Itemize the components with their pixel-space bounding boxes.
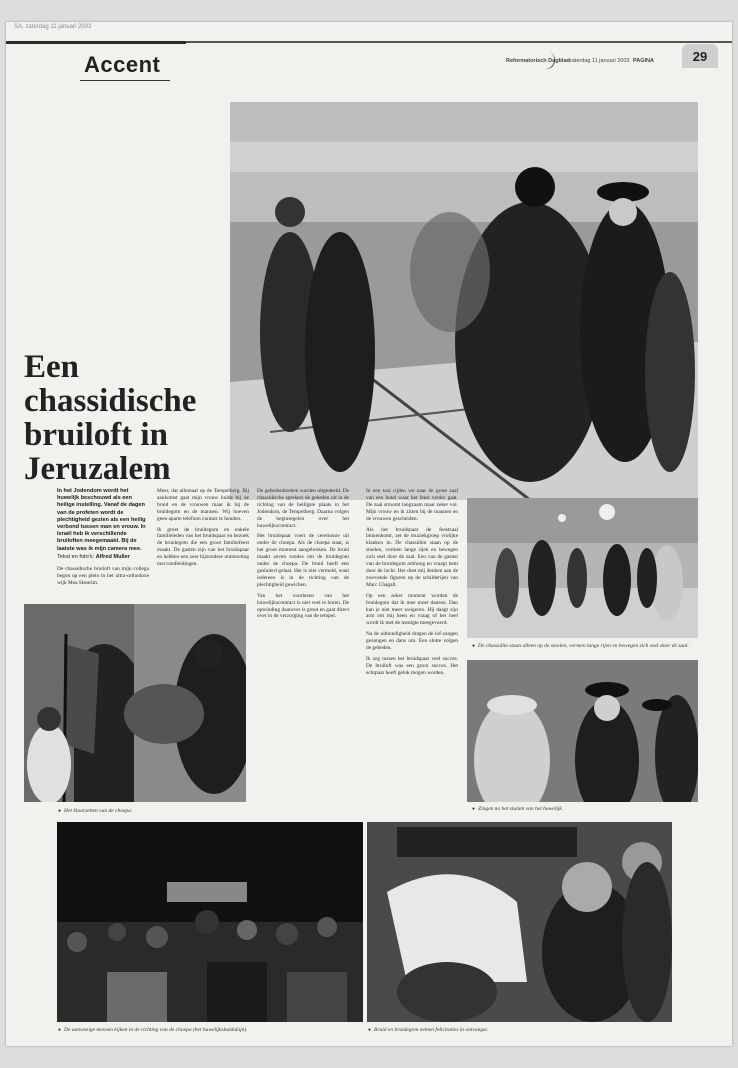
- paragraph: Op een zeker moment worden de bruidegom dat ik mee moet dansen. Dan kan je niet meer weigeren. Hij daagt zijn arm om mij heen en vraag of het heel wordt ik met de menigte meegevoerd.: [366, 592, 458, 627]
- paragraph: Als het bruidspaar de feestzaal binnenkomt, zet de muziekgroep vrolijke klanken in. De chassidim staan op de stoelen, vormen lange rijen en bewegen zich snel door de zaal. Een van de gasten van de bruidegom omhoog en vraagt hem door de lucht. Het doet mij denken aan de zwevende figuren op de schilderijen van Marc Chagall.: [366, 526, 458, 588]
- photo-songs: [467, 660, 698, 802]
- newspaper-name: Reformatorisch Dagblad: [506, 58, 570, 64]
- caption-congratulations: ● Bruid en bruidegom nemen felicitaties in ontvangst.: [368, 1027, 488, 1033]
- credits-name: Alfred Muller: [95, 554, 130, 560]
- page-date: [569, 58, 654, 64]
- paragraph: Van het voorlezen van het huwelijkscontract is niet veel te horen. De opwinding daarover is groot en gaat direct over in de verzorging van de tempel.: [257, 592, 349, 620]
- photo-chassidic-dance: [230, 102, 698, 500]
- newspaper-logo-icon: [539, 50, 557, 71]
- photo-choepa: [24, 604, 246, 802]
- paragraph: Ik groet de bruidegom en enkele familieleden van het bruidspaar en bezoek de bruidegom die een groot familiefeest maakt. De gasten zijn van het bruidspaar en hebben een zeer bijzondere ontmoeting met rondleidingen.: [157, 526, 249, 568]
- section-title: Accent: [84, 52, 161, 77]
- newspaper-page: [6, 22, 732, 1046]
- paragraph: De chassidische bruiloft van mijn collega begon op een plein in het ultra-orthodoxe wijk Mea Shearim.: [57, 566, 149, 586]
- page-number: 29: [682, 44, 718, 68]
- paragraph: Ik zeg tussen het bruidspaar veel succes. De bruiloft was een groot succes. Het echtpaar heeft geluk mogen worden.: [366, 655, 458, 676]
- caption-choepa: ● Het klaarzetten van de choepa.: [58, 808, 132, 814]
- credits: [57, 554, 149, 560]
- article-column-3: [257, 488, 349, 624]
- article-column-2: [157, 488, 249, 572]
- paragraph: In een taxi rijden we naar de grote zaal van een hotel waar het feest verder gaat. De zaal stroomt langzaam maar zeker vol. Mijn vrouw en ik zitten bij de mannen en de vrouwen gescheiden.: [366, 488, 458, 522]
- photo-congratulations: [367, 822, 672, 1022]
- paragraph: Na de uitbundigheid dragen de lof-zangen gezongen en dans om. Een slotte volgen de gebeden.: [366, 631, 458, 652]
- page-label: PAGINA: [632, 58, 654, 64]
- top-slug: SA, zaterdag 11 januari 2003: [14, 24, 92, 30]
- intro-paragraph: In het Jodendom wordt het huwelijk beschouwd als een heilige instelling. Vanaf de dagen van de profeten wordt de plechtigheid gezien als een heilig verbond tussen man en vrouw. In Israël heb ik verschillende bruiloften meegemaakt. Bij de laatste was ik mijn camera mee.: [57, 488, 146, 552]
- article-column-1: [57, 566, 149, 591]
- header-rule-bar: [6, 41, 186, 44]
- paragraph: Meer, dat allemaal op de Tempelberg. Bij aankomst gaat mijn vrouw hulde bij de bruid en de vrouwen maar ik bij de bruidegom en de mannen. Wij hoeven geen aparte telefoon contact te houden.: [157, 488, 249, 522]
- paragraph: Het bruidspaar voert de ceremonie uit onder de choepa. Als de choepa staat, is het groot moment aangebroken. De bruid maakt zeven rondes om de bruidegom onder de choepa. De bruid heeft een gesluierd gelaat. Het is niet vermeld, want iedereen is in de richting van de plechtigheid gewichen.: [257, 533, 349, 588]
- credits-label: Tekst en foto's:: [57, 554, 95, 560]
- headline: Een chassidische bruiloft in Jeruzalem: [24, 349, 197, 488]
- section-underline: [80, 80, 170, 81]
- article-column-4: [366, 488, 458, 681]
- caption-crowd: ● De aanwezige mensen kijken in de richting van de choepa (het huwelijksbaldakijn).: [58, 1027, 248, 1033]
- caption-dance: ● De chassidim staan alleen op de stoelen, vormen lange rijen en bewegen zich snel door de zaal.: [472, 643, 689, 649]
- date-text: zaterdag 11 januari 2003: [569, 58, 630, 64]
- paragraph: De gebedenboeken worden uitgedeeld. De chassidische sprekers de gebeden uit in de richting van de heiligste plaats in het Jodendom, de Tempelberg. Daarna volgen de beginregelen over het huwelijkscontract.: [257, 488, 349, 529]
- photo-hall-dance: [467, 498, 698, 638]
- caption-songs: ● Zingen na het sluiten van het huwelijk.: [472, 806, 563, 812]
- photo-crowd: [57, 822, 363, 1022]
